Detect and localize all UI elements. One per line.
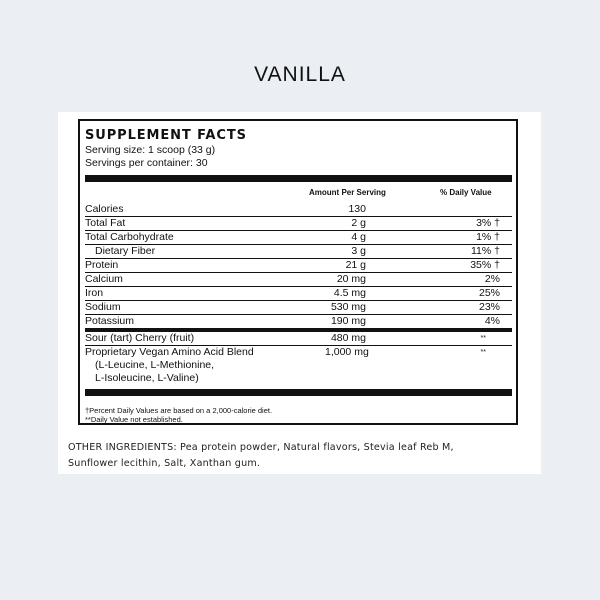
- nutrient-amount: 2 g: [351, 217, 366, 229]
- nutrient-rows: [85, 203, 512, 328]
- blend-daily-value: **: [480, 349, 486, 356]
- other-ingredients: [68, 440, 538, 472]
- footnote-not-established: **Daily Value not established.: [85, 415, 183, 424]
- nutrient-amount: 130: [348, 203, 366, 215]
- nutrient-row: [85, 272, 512, 286]
- column-header: [85, 182, 512, 203]
- blend-name: [85, 346, 254, 385]
- nutrient-amount: 21 g: [345, 259, 366, 271]
- footnotes: [85, 406, 512, 424]
- nutrient-daily-value: **: [480, 335, 486, 342]
- nutrient-name: Dietary Fiber: [95, 245, 156, 257]
- flavor-title: VANILLA: [254, 63, 346, 86]
- nutrient-amount: 20 mg: [336, 273, 366, 285]
- blend-ingredients-1: (L-Leucine, L-Methionine,: [95, 359, 215, 371]
- nutrient-amount: 4.5 mg: [333, 287, 366, 299]
- nutrient-name: Total Fat: [85, 217, 126, 229]
- nutrient-name: Sodium: [85, 301, 121, 313]
- nutrient-daily-value: 23%: [478, 301, 500, 313]
- nutrient-amount: 3 g: [351, 245, 366, 257]
- blend-amount: 1,000 mg: [325, 346, 369, 358]
- divider-thick: [85, 175, 512, 182]
- supplement-facts-panel: [78, 119, 518, 425]
- nutrient-daily-value: 35% †: [470, 259, 500, 271]
- nutrient-row: [85, 314, 512, 328]
- nutrient-name: Potassium: [85, 315, 135, 327]
- nutrient-daily-value: 2%: [484, 273, 500, 285]
- header-daily-value: % Daily Value: [440, 188, 492, 197]
- nutrient-row: [85, 300, 512, 314]
- nutrient-row: [85, 203, 512, 216]
- serving-size: Serving size: 1 scoop (33 g): [85, 144, 216, 156]
- nutrient-row: [85, 286, 512, 300]
- nutrient-name: Sour (tart) Cherry (fruit): [85, 332, 195, 344]
- nutrient-name: Calcium: [85, 273, 123, 285]
- nutrient-name: Calories: [85, 203, 124, 215]
- nutrient-name: Iron: [85, 287, 104, 299]
- nutrient-amount: 4 g: [351, 231, 366, 243]
- other-ingredients-line-1: OTHER INGREDIENTS: Pea protein powder, Natural flavors, Stevia leaf Reb M,: [68, 442, 454, 453]
- divider-thick-bottom: [85, 389, 512, 396]
- nutrient-row: [85, 244, 512, 258]
- servings-per-container: Servings per container: 30: [85, 157, 208, 169]
- cherry-row: [85, 332, 512, 345]
- nutrient-name: Total Carbohydrate: [85, 231, 174, 243]
- nutrient-amount: 480 mg: [330, 332, 366, 344]
- nutrient-daily-value: 11% †: [471, 245, 500, 257]
- blend-ingredients-2: L-Isoleucine, L-Valine): [95, 372, 199, 384]
- other-ingredients-line-2: Sunflower lecithin, Salt, Xanthan gum.: [68, 458, 261, 469]
- nutrient-name: Protein: [85, 259, 119, 271]
- nutrient-daily-value: 25%: [478, 287, 500, 299]
- nutrient-row: [85, 216, 512, 230]
- supplement-facts-title: SUPPLEMENT FACTS: [85, 128, 247, 143]
- nutrient-amount: 530 mg: [330, 301, 366, 313]
- nutrient-row: [85, 230, 512, 244]
- nutrient-row: [85, 258, 512, 272]
- nutrient-daily-value: 1% †: [476, 231, 500, 243]
- header-amount: Amount Per Serving: [309, 188, 386, 197]
- nutrient-daily-value: 3% †: [476, 217, 500, 229]
- footnote-dv: †Percent Daily Values are based on a 2,000-calorie diet.: [85, 406, 273, 415]
- blend-row: [85, 345, 512, 386]
- nutrient-amount: 190 mg: [330, 315, 366, 327]
- blend-title: Proprietary Vegan Amino Acid Blend: [85, 346, 254, 358]
- nutrient-daily-value: 4%: [484, 315, 500, 327]
